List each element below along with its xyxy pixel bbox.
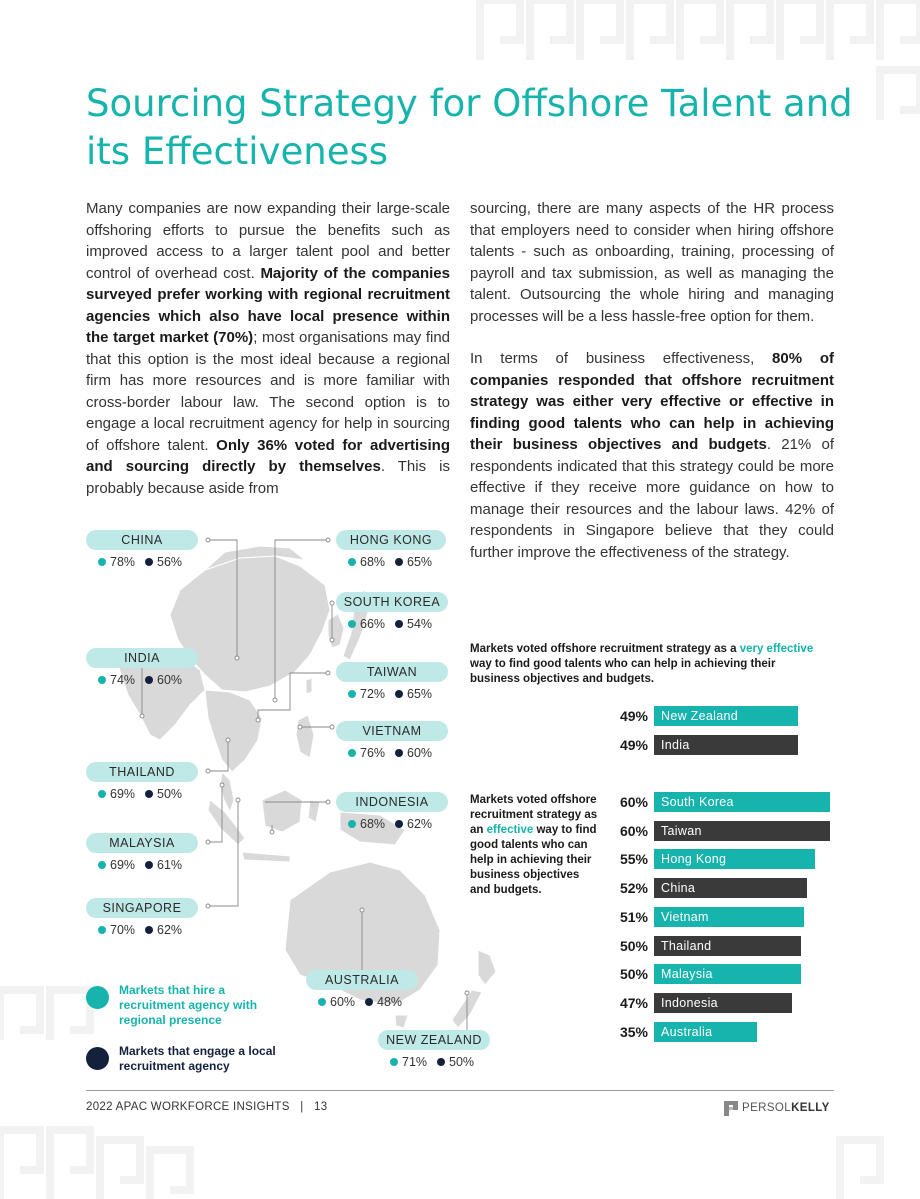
market-stats-india bbox=[98, 673, 182, 687]
local-value: 62% bbox=[157, 923, 183, 937]
local-value: 61% bbox=[157, 858, 183, 872]
regional-dot-icon bbox=[98, 861, 106, 869]
map-sulawesi bbox=[308, 800, 320, 822]
bar-indonesia: Indonesia bbox=[654, 993, 792, 1013]
regional-value: 60% bbox=[330, 995, 356, 1009]
bar-south-korea: South Korea bbox=[654, 792, 830, 812]
market-label-hong-kong: HONG KONG bbox=[336, 530, 446, 550]
map-taiwan bbox=[306, 678, 312, 694]
bar-hong-kong: Hong Kong bbox=[654, 849, 815, 869]
local-dot-icon bbox=[437, 1058, 445, 1066]
bold-text: Majority of the companies surveyed prefer working with regional recruitment agencies which also have local presence within the target market (70%) bbox=[86, 264, 450, 346]
regional-value: 66% bbox=[360, 617, 386, 631]
local-dot-icon bbox=[365, 998, 373, 1006]
market-stats-taiwan bbox=[348, 687, 432, 701]
local-value-wrap bbox=[145, 673, 182, 687]
bar-value-label: 50% bbox=[619, 966, 648, 983]
market-stats-singapore bbox=[98, 923, 182, 937]
market-stats-hong-kong bbox=[348, 555, 432, 569]
regional-value: 72% bbox=[360, 687, 386, 701]
regional-dot-icon bbox=[98, 676, 106, 684]
regional-dot-icon bbox=[348, 820, 356, 828]
market-label-china: CHINA bbox=[86, 530, 198, 550]
body-text: In terms of business effectiveness, bbox=[470, 350, 773, 367]
local-dot-icon bbox=[395, 558, 403, 566]
bar-value-label: 49% bbox=[619, 708, 648, 724]
local-value-wrap bbox=[395, 555, 432, 569]
bar-value-label: 52% bbox=[619, 880, 648, 897]
bold-text: Only 36% voted for advertising and sourcing directly by themselves bbox=[86, 436, 450, 475]
bar-china: China bbox=[654, 878, 807, 898]
bar-india: India bbox=[654, 735, 798, 755]
local-value: 48% bbox=[377, 995, 403, 1009]
regional-dot-icon bbox=[348, 749, 356, 757]
market-stats-new-zealand bbox=[390, 1055, 474, 1069]
body-text: . 21% of respondents indicated that this strategy could be more effective if they receive more guidance on how to manage their resources and the labour laws. 42% of respondents in Singapore believe that they could further improve the effectiveness of the strategy. bbox=[470, 436, 834, 561]
map-southeast-asia bbox=[205, 690, 262, 772]
persolkelly-logo-icon bbox=[724, 1101, 738, 1116]
regional-dot-icon bbox=[348, 558, 356, 566]
map-borneo bbox=[262, 790, 302, 832]
market-label-singapore: SINGAPORE bbox=[86, 898, 198, 918]
footer-separator: | bbox=[300, 1101, 304, 1113]
map-korea bbox=[328, 614, 344, 648]
market-label-india: INDIA bbox=[86, 648, 198, 668]
market-stats-china bbox=[98, 555, 182, 569]
bold-text: 80% of companies responded that offshore recruitment strategy was either very effective or effective in finding good talents who can help in achieving their business objectives and budgets bbox=[470, 350, 834, 453]
regional-dot-icon bbox=[348, 690, 356, 698]
market-stats-south-korea bbox=[348, 617, 432, 631]
market-label-australia: AUSTRALIA bbox=[306, 970, 418, 990]
market-stats-australia bbox=[318, 995, 402, 1009]
regional-value: 71% bbox=[402, 1055, 428, 1069]
market-stats-malaysia bbox=[98, 858, 182, 872]
legend-local-dot bbox=[86, 1047, 109, 1070]
local-dot-icon bbox=[145, 926, 153, 934]
regional-dot-icon bbox=[98, 558, 106, 566]
market-label-thailand: THAILAND bbox=[86, 762, 198, 782]
local-value-wrap bbox=[395, 817, 432, 831]
local-value: 54% bbox=[407, 617, 433, 631]
footer-report-name: 2022 APAC WORKFORCE INSIGHTS bbox=[86, 1101, 290, 1113]
bar-malaysia: Malaysia bbox=[654, 964, 801, 984]
market-stats-vietnam bbox=[348, 746, 432, 760]
chart-title-text: way to find good talents who can help in achieving their business objectives and budgets. bbox=[470, 824, 597, 896]
local-dot-icon bbox=[145, 790, 153, 798]
local-dot-icon bbox=[395, 690, 403, 698]
local-value: 60% bbox=[407, 746, 433, 760]
local-value-wrap bbox=[437, 1055, 474, 1069]
regional-value: 69% bbox=[110, 787, 136, 801]
market-label-vietnam: VIETNAM bbox=[336, 721, 448, 741]
local-dot-icon bbox=[395, 749, 403, 757]
regional-dot-icon bbox=[318, 998, 326, 1006]
local-value: 65% bbox=[407, 687, 433, 701]
chart-very-effective-title bbox=[470, 642, 820, 687]
regional-dot-icon bbox=[98, 790, 106, 798]
bar-value-label: 60% bbox=[619, 822, 648, 839]
chart-title-highlight: very effective bbox=[739, 643, 814, 655]
bar-new-zealand: New Zealand bbox=[654, 706, 798, 726]
market-stats-thailand bbox=[98, 787, 182, 801]
regional-value: 68% bbox=[360, 555, 386, 569]
local-dot-icon bbox=[395, 820, 403, 828]
local-value: 50% bbox=[449, 1055, 475, 1069]
local-value-wrap bbox=[145, 923, 182, 937]
bar-value-label: 47% bbox=[619, 994, 648, 1011]
chart-title-text: Markets voted offshore recruitment strategy as an bbox=[470, 794, 598, 836]
map-tasmania bbox=[395, 1015, 408, 1028]
regional-value: 70% bbox=[110, 923, 136, 937]
local-dot-icon bbox=[145, 676, 153, 684]
chart-title-highlight: effective bbox=[486, 824, 534, 836]
bar-australia: Australia bbox=[654, 1022, 757, 1042]
bar-value-label: 51% bbox=[619, 908, 648, 925]
market-label-new-zealand: NEW ZEALAND bbox=[378, 1030, 490, 1050]
persolkelly-logo-text bbox=[742, 1102, 830, 1114]
local-value-wrap bbox=[365, 995, 402, 1009]
bar-value-label: 35% bbox=[619, 1023, 648, 1040]
local-dot-icon bbox=[395, 620, 403, 628]
legend-regional-dot bbox=[86, 986, 109, 1009]
local-value-wrap bbox=[145, 787, 182, 801]
map-indonesia-west bbox=[208, 800, 245, 845]
market-label-taiwan: TAIWAN bbox=[336, 662, 448, 682]
local-value: 62% bbox=[407, 817, 433, 831]
local-dot-icon bbox=[145, 558, 153, 566]
chart-effective-title bbox=[470, 793, 600, 898]
local-value-wrap bbox=[395, 687, 432, 701]
legend-regional-label: Markets that hire a recruitment agency with regional presence bbox=[119, 983, 258, 1027]
bar-value-label: 60% bbox=[619, 794, 648, 810]
bar-value-label: 55% bbox=[619, 851, 648, 868]
local-value: 50% bbox=[157, 787, 183, 801]
body-text: ; most organisations may find that this option is the most ideal because a regional firm has more resources and is more familiar with cross-border labour law. The second option is to engage a local recruitment agency for help in sourcing of offshore talent. bbox=[86, 329, 450, 454]
bar-thailand: Thailand bbox=[654, 936, 801, 956]
market-label-malaysia: MALAYSIA bbox=[86, 833, 198, 853]
regional-value: 74% bbox=[110, 673, 136, 687]
regional-value: 78% bbox=[110, 555, 136, 569]
regional-value: 69% bbox=[110, 858, 136, 872]
market-label-indonesia: INDONESIA bbox=[336, 792, 448, 812]
local-value-wrap bbox=[395, 617, 432, 631]
chart-title-text: Markets voted offshore recruitment strategy as a bbox=[470, 643, 740, 655]
market-label-south-korea: SOUTH KOREA bbox=[336, 592, 448, 612]
map-indonesia-java bbox=[242, 852, 290, 862]
local-value-wrap bbox=[145, 555, 182, 569]
market-stats-indonesia bbox=[348, 817, 432, 831]
regional-dot-icon bbox=[348, 620, 356, 628]
bar-taiwan: Taiwan bbox=[654, 821, 830, 841]
local-value-wrap bbox=[395, 746, 432, 760]
body-paragraph-2: sourcing, there are many aspects of the HR process that employers need to consider when hiring offshore talents - such as onboarding, training, processing of payroll and tax submission, as well as managing the talent. Outsourcing the whole hiring and managing processes will be a less hassle-free option for them. bbox=[470, 200, 834, 325]
local-value-wrap bbox=[145, 858, 182, 872]
regional-dot-icon bbox=[390, 1058, 398, 1066]
regional-value: 76% bbox=[360, 746, 386, 760]
local-value: 65% bbox=[407, 555, 433, 569]
regional-value: 68% bbox=[360, 817, 386, 831]
map-new-zealand-north bbox=[478, 950, 496, 985]
bar-value-label: 50% bbox=[619, 937, 648, 954]
logo-word-persol: PERSOL bbox=[742, 1102, 792, 1114]
bar-value-label: 49% bbox=[619, 737, 648, 753]
bar-vietnam: Vietnam bbox=[654, 907, 804, 927]
local-value: 56% bbox=[157, 555, 183, 569]
body-text: Many companies are now expanding their large-scale offshoring efforts to pursue the benefits such as improved access to a larger talent pool and better control of overhead cost. bbox=[86, 200, 450, 282]
footer-divider bbox=[86, 1090, 834, 1091]
map-philippines bbox=[296, 715, 314, 758]
body-text: . This is probably because aside from bbox=[86, 458, 450, 497]
local-dot-icon bbox=[145, 861, 153, 869]
page-title: Sourcing Strategy for Offshore Talent and its Effectiveness bbox=[86, 82, 853, 173]
legend-local-label: Markets that engage a local recruitment agency bbox=[119, 1044, 276, 1073]
footer-report-label bbox=[86, 1101, 327, 1113]
logo-word-kelly: KELLY bbox=[791, 1102, 830, 1114]
chart-title-text: way to find good talents who can help in achieving their business objectives and budgets. bbox=[470, 658, 776, 685]
local-value: 60% bbox=[157, 673, 183, 687]
regional-dot-icon bbox=[98, 926, 106, 934]
page-number: 13 bbox=[314, 1101, 328, 1113]
